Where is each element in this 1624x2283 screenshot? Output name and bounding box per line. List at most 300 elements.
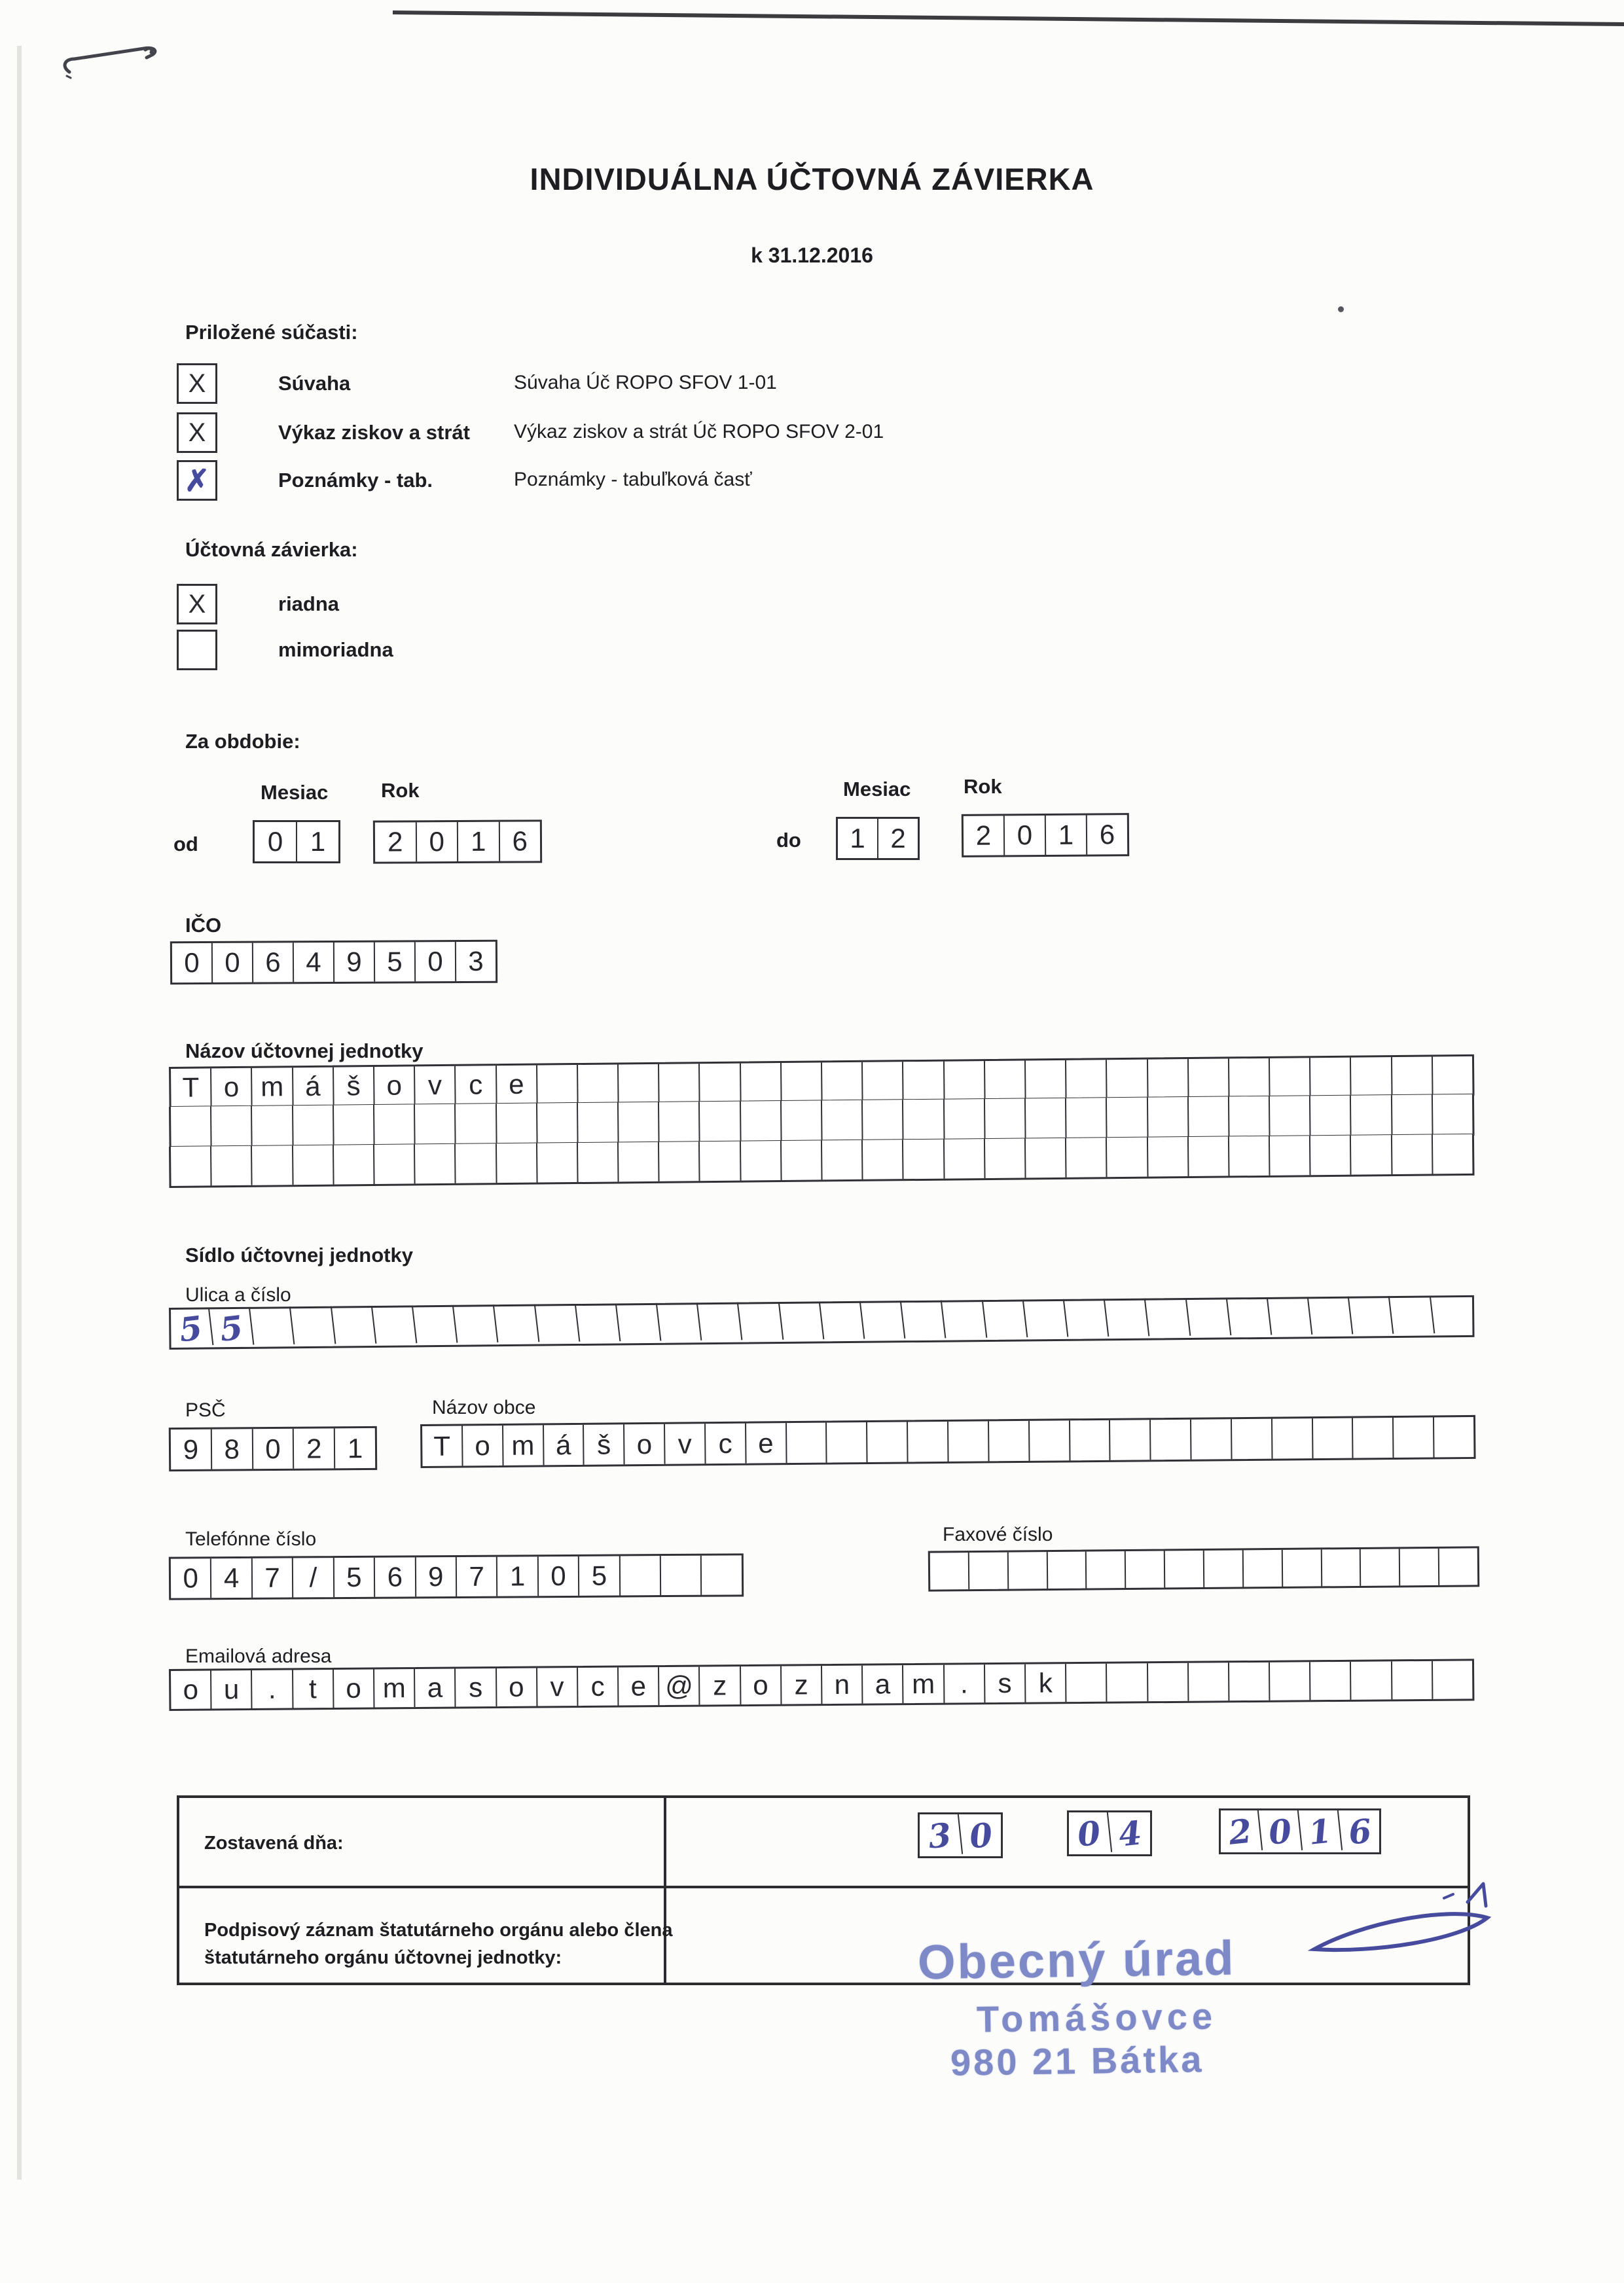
grid-cell	[1351, 1095, 1392, 1135]
grid-cell: 8	[212, 1429, 253, 1469]
grid-cell	[1390, 1295, 1435, 1338]
grid-cell: s	[985, 1664, 1026, 1702]
compiled-day-grid	[918, 1812, 1003, 1858]
grid-cell: 1	[347, 1432, 363, 1464]
grid-cell: 0	[172, 943, 213, 982]
grid-cell	[211, 1106, 253, 1146]
grid-cell	[822, 1140, 863, 1180]
grid-cell	[415, 1144, 456, 1184]
email-label: Emailová adresa	[185, 1645, 332, 1667]
from-month-grid	[253, 820, 340, 863]
grid-cell: 3	[468, 945, 484, 977]
grid-cell: 0	[967, 1814, 994, 1856]
grid-cell: 9	[171, 1429, 212, 1469]
grid-cell	[1229, 1663, 1271, 1700]
grid-cell	[863, 1062, 904, 1100]
grid-cell: 3	[918, 1812, 963, 1858]
grid-cell	[659, 1142, 700, 1181]
grid-cell: 9	[416, 1557, 457, 1596]
grid-cell	[861, 1301, 905, 1343]
grid-cell	[1070, 1420, 1110, 1461]
grid-cell	[1189, 1663, 1230, 1700]
grid-cell: u	[211, 1670, 253, 1708]
grid-cell	[1107, 1663, 1148, 1701]
grid-cell	[1270, 1096, 1311, 1136]
grid-cell	[578, 1064, 619, 1102]
grid-cell: 7	[253, 1558, 294, 1598]
year-label-to: Rok	[964, 775, 1002, 798]
grid-cell	[1064, 1299, 1109, 1341]
grid-cell	[698, 1303, 743, 1345]
grid-cell: m	[503, 1425, 544, 1465]
month-label-to: Mesiac	[843, 778, 911, 800]
grid-cell	[1147, 1663, 1189, 1701]
grid-cell	[1227, 1297, 1272, 1340]
grid-cell	[454, 1304, 498, 1347]
grid-cell	[1308, 1297, 1353, 1339]
grid-cell	[1107, 1098, 1148, 1138]
grid-cell	[661, 1556, 702, 1595]
grid-cell: s	[456, 1668, 497, 1706]
grid-cell	[902, 1301, 947, 1343]
checkbox-poznamky: ✗	[177, 460, 217, 501]
grid-cell	[659, 1064, 700, 1102]
grid-cell	[1272, 1418, 1313, 1459]
grid-cell	[1110, 1420, 1151, 1460]
grid-cell	[1229, 1058, 1271, 1096]
grid-cell	[945, 1099, 986, 1139]
grid-cell	[741, 1101, 782, 1141]
phone-grid	[169, 1553, 744, 1600]
grid-cell: T	[171, 1068, 212, 1106]
attachment-description: Poznámky - tabuľková časť	[514, 469, 752, 490]
street-label: Ulica a číslo	[185, 1284, 291, 1306]
grid-cell: 6	[253, 943, 294, 982]
grid-cell: m	[903, 1665, 945, 1703]
grid-cell	[741, 1141, 782, 1181]
closing-type-heading: Účtovná závierka:	[185, 538, 358, 561]
grid-cell	[1433, 1134, 1473, 1174]
year-label-from: Rok	[381, 779, 420, 802]
grid-cell	[943, 1300, 987, 1342]
town-grid	[420, 1415, 1476, 1468]
compiled-year-grid	[1219, 1808, 1381, 1854]
grid-cell: v	[415, 1066, 456, 1104]
grid-cell: 4	[294, 943, 334, 982]
grid-cell: o	[497, 1668, 538, 1706]
grid-cell	[496, 1143, 537, 1183]
grid-cell	[739, 1302, 784, 1344]
grid-cell: 1	[1299, 1808, 1343, 1854]
grid-cell	[620, 1556, 661, 1595]
grid-cell	[1310, 1662, 1352, 1700]
grid-cell: o	[624, 1424, 665, 1465]
grid-cell	[1433, 1661, 1473, 1699]
grid-cell	[782, 1062, 823, 1100]
entity-name-label: Názov účtovnej jednotky	[185, 1039, 424, 1062]
grid-cell	[1392, 1094, 1434, 1134]
grid-cell	[1229, 1136, 1271, 1176]
grid-cell	[1047, 1552, 1087, 1589]
grid-cell: 2	[964, 816, 1005, 855]
grid-cell	[700, 1142, 741, 1181]
grid-cell: 2	[375, 822, 417, 861]
grid-cell: á	[544, 1425, 585, 1465]
grid-cell	[820, 1301, 865, 1344]
grid-cell	[1313, 1418, 1354, 1459]
grid-cell	[1066, 1664, 1108, 1702]
psc-label: PSČ	[185, 1399, 226, 1421]
grid-cell	[1394, 1417, 1434, 1458]
grid-cell	[1026, 1138, 1067, 1178]
grid-cell: 0	[1067, 1810, 1112, 1856]
grid-cell	[948, 1421, 989, 1462]
grid-cell	[374, 1144, 416, 1184]
grid-cell: v	[665, 1424, 706, 1464]
grid-cell: 1	[310, 826, 326, 857]
grid-cell	[659, 1102, 700, 1142]
grid-cell: c	[706, 1424, 746, 1464]
grid-cell	[782, 1140, 823, 1180]
grid-cell: 7	[457, 1557, 498, 1596]
grid-cell	[334, 1105, 375, 1145]
period-heading: Za obdobie:	[185, 730, 300, 753]
page-subtitle: k 31.12.2016	[751, 243, 873, 267]
grid-cell: 1	[1046, 816, 1087, 855]
attachments-heading: Priložené súčasti:	[185, 321, 358, 344]
grid-cell	[1008, 1552, 1047, 1589]
grid-cell	[1270, 1058, 1311, 1096]
grid-cell	[700, 1064, 741, 1102]
grid-cell	[1229, 1096, 1271, 1136]
grid-cell	[1431, 1295, 1474, 1337]
grid-cell	[334, 1145, 375, 1185]
grid-cell: 9	[334, 943, 375, 982]
grid-cell	[211, 1146, 253, 1186]
grid-cell	[293, 1106, 334, 1145]
grid-cell: 5	[169, 1307, 213, 1350]
grid-cell	[945, 1139, 986, 1179]
grid-cell: v	[537, 1668, 579, 1706]
grid-cell	[1282, 1549, 1322, 1587]
grid-cell	[1146, 1298, 1191, 1340]
attachment-label: Súvaha	[278, 372, 351, 395]
street-grid	[169, 1295, 1475, 1350]
closing-option-label: mimoriadna	[278, 638, 393, 661]
grid-cell	[787, 1423, 827, 1464]
grid-cell: o	[374, 1066, 416, 1104]
grid-cell	[903, 1100, 945, 1140]
grid-cell	[983, 1299, 1028, 1342]
grid-cell	[1322, 1549, 1361, 1587]
checkbox-mimoriadna	[177, 630, 217, 670]
to-label: do	[776, 829, 801, 852]
scan-artifact-dot	[1338, 306, 1344, 312]
grid-cell: 1	[497, 1556, 539, 1596]
grid-cell	[782, 1100, 823, 1140]
fax-label: Faxové číslo	[943, 1524, 1053, 1545]
grid-cell: 0	[1259, 1808, 1303, 1854]
grid-cell	[1187, 1297, 1231, 1340]
grid-cell	[1189, 1058, 1230, 1096]
grid-cell	[945, 1061, 986, 1099]
grid-cell: š	[334, 1067, 375, 1105]
grid-cell	[903, 1062, 945, 1100]
grid-cell: m	[252, 1068, 293, 1106]
grid-cell	[537, 1065, 579, 1103]
grid-cell	[293, 1145, 334, 1185]
grid-cell	[578, 1142, 619, 1182]
grid-cell	[171, 1146, 212, 1186]
grid-cell	[1165, 1551, 1204, 1588]
grid-cell	[619, 1142, 660, 1182]
grid-cell: .	[945, 1664, 986, 1702]
grid-cell	[252, 1145, 293, 1185]
grid-cell: z	[700, 1666, 741, 1704]
grid-cell	[537, 1103, 579, 1143]
grid-cell	[1361, 1549, 1400, 1586]
grid-cell	[1232, 1419, 1272, 1460]
grid-cell	[456, 1143, 497, 1183]
closing-option-label: riadna	[278, 592, 340, 615]
page-title: INDIVIDUÁLNA ÚČTOVNÁ ZÁVIERKA	[530, 162, 1094, 196]
grid-cell	[578, 1102, 619, 1142]
grid-cell	[1189, 1136, 1230, 1176]
grid-cell	[332, 1306, 376, 1348]
grid-cell: 2	[294, 1428, 335, 1468]
grid-cell	[1087, 1551, 1126, 1589]
grid-cell: 6	[512, 825, 528, 857]
grid-cell	[1434, 1417, 1473, 1458]
grid-cell: o	[334, 1670, 375, 1708]
grid-cell: 0	[539, 1556, 580, 1596]
grid-cell	[741, 1063, 782, 1101]
grid-cell: e	[619, 1667, 660, 1705]
grid-cell	[827, 1422, 867, 1463]
grid-cell: 5	[579, 1556, 621, 1595]
grid-cell	[1433, 1056, 1473, 1094]
from-label: od	[173, 833, 198, 855]
grid-cell: 0	[255, 822, 297, 861]
grid-cell	[619, 1102, 660, 1142]
grid-cell	[251, 1306, 295, 1349]
address-heading: Sídlo účtovnej jednotky	[185, 1244, 413, 1267]
ico-grid	[170, 940, 497, 985]
grid-cell	[1439, 1548, 1477, 1585]
grid-cell	[822, 1062, 863, 1100]
grid-cell	[657, 1303, 702, 1345]
grid-cell	[1147, 1059, 1189, 1097]
grid-cell: 0	[171, 1558, 212, 1598]
grid-cell: m	[374, 1669, 416, 1707]
grid-cell	[415, 1104, 456, 1144]
grid-cell: š	[584, 1424, 624, 1465]
grid-cell	[1392, 1056, 1434, 1094]
grid-cell: @	[659, 1667, 700, 1705]
grid-cell	[496, 1104, 537, 1143]
grid-cell: 0	[416, 822, 458, 861]
grid-cell	[985, 1138, 1026, 1178]
grid-cell	[171, 1106, 212, 1146]
grid-cell	[1353, 1418, 1394, 1458]
grid-cell	[1244, 1550, 1283, 1587]
grid-cell: z	[782, 1666, 823, 1704]
grid-cell	[1270, 1136, 1311, 1176]
email-grid	[169, 1659, 1474, 1711]
grid-cell	[1351, 1135, 1392, 1175]
grid-cell	[1433, 1094, 1473, 1134]
grid-cell	[908, 1422, 948, 1462]
grid-cell	[1392, 1661, 1434, 1699]
grid-cell	[863, 1140, 904, 1179]
month-label-from: Mesiac	[261, 781, 329, 804]
signature-mark	[1303, 1872, 1512, 1977]
checkbox-vykaz: X	[177, 412, 217, 453]
grid-cell	[576, 1303, 621, 1346]
checkbox-riadna: X	[177, 584, 217, 624]
grid-cell	[1351, 1661, 1392, 1699]
grid-cell	[985, 1060, 1026, 1098]
stamp-town: Tomášovce	[976, 1995, 1218, 2040]
attachment-description: Výkaz ziskov a strát Úč ROPO SFOV 2-01	[514, 421, 884, 442]
attachment-description: Súvaha Úč ROPO SFOV 1-01	[514, 372, 777, 393]
grid-cell	[863, 1100, 904, 1140]
grid-cell: 6	[1099, 819, 1115, 850]
grid-cell	[1351, 1057, 1392, 1095]
grid-cell	[903, 1140, 945, 1179]
grid-cell: k	[1026, 1664, 1067, 1702]
grid-cell	[1191, 1419, 1232, 1460]
grid-cell: 0	[416, 942, 456, 981]
grid-cell	[1066, 1060, 1108, 1098]
grid-cell	[1107, 1060, 1148, 1098]
grid-cell: 0	[253, 1429, 294, 1469]
grid-cell	[252, 1106, 293, 1145]
grid-cell	[780, 1301, 824, 1344]
grid-cell	[1350, 1296, 1394, 1339]
grid-cell	[1204, 1550, 1244, 1587]
paperclip-mark-icon	[60, 38, 165, 84]
grid-cell	[1268, 1297, 1312, 1339]
stamp-office-name: Obecný úrad	[917, 1930, 1236, 1990]
grid-cell	[372, 1305, 417, 1348]
grid-cell: c	[456, 1066, 497, 1104]
grid-cell	[537, 1143, 579, 1183]
grid-cell: 6	[1346, 1810, 1373, 1852]
grid-cell	[291, 1306, 336, 1349]
checkbox-suvaha: X	[177, 363, 217, 404]
grid-cell	[374, 1104, 416, 1144]
attachment-label: Výkaz ziskov a strát	[278, 421, 470, 444]
grid-cell: 5	[334, 1558, 376, 1597]
grid-cell: /	[293, 1558, 334, 1597]
grid-cell	[989, 1421, 1030, 1462]
grid-cell	[1189, 1096, 1230, 1136]
grid-cell: 5	[375, 942, 416, 981]
grid-cell	[1066, 1138, 1108, 1177]
grid-cell: T	[422, 1426, 463, 1466]
grid-cell	[495, 1304, 539, 1347]
ico-label: IČO	[185, 914, 222, 937]
scan-artifact-left-edge	[17, 46, 22, 2180]
grid-cell	[1126, 1551, 1165, 1589]
grid-cell	[1310, 1136, 1352, 1176]
grid-cell: 2	[890, 823, 906, 854]
grid-cell	[1030, 1420, 1070, 1461]
grid-cell: 5	[209, 1307, 254, 1350]
grid-cell: 1	[838, 819, 878, 858]
grid-cell	[1400, 1549, 1439, 1586]
grid-cell: .	[252, 1670, 293, 1708]
grid-cell	[1026, 1098, 1067, 1138]
grid-cell	[456, 1104, 497, 1143]
to-month-grid	[836, 817, 920, 860]
grid-cell	[413, 1305, 458, 1348]
grid-cell	[535, 1304, 580, 1346]
grid-cell: 0	[213, 943, 253, 982]
scan-artifact-top-edge	[393, 10, 1624, 26]
grid-cell: 2	[1219, 1808, 1263, 1854]
grid-cell	[867, 1422, 908, 1462]
attachment-label: Poznámky - tab.	[278, 469, 433, 492]
grid-cell	[1107, 1138, 1148, 1177]
grid-cell	[617, 1303, 661, 1346]
grid-cell: e	[746, 1423, 787, 1464]
psc-grid	[169, 1426, 377, 1471]
grid-cell	[619, 1064, 660, 1102]
to-year-grid	[962, 813, 1129, 857]
grid-cell	[930, 1553, 969, 1590]
grid-cell: c	[578, 1668, 619, 1706]
from-year-grid	[373, 819, 542, 863]
grid-cell: 6	[375, 1557, 416, 1596]
grid-cell: 1	[458, 822, 500, 861]
grid-cell: 0	[1005, 816, 1046, 855]
grid-cell	[1392, 1134, 1434, 1174]
compiled-date-label: Zostavená dňa:	[204, 1833, 344, 1854]
town-label: Názov obce	[432, 1397, 536, 1418]
grid-cell: e	[497, 1066, 538, 1104]
grid-cell: n	[822, 1666, 863, 1704]
grid-cell	[985, 1098, 1026, 1138]
grid-cell	[1310, 1096, 1352, 1136]
grid-cell	[822, 1100, 863, 1140]
grid-cell	[1147, 1137, 1189, 1177]
signature-label: Podpisový záznam štatutárneho orgánu alebo člena štatutárneho orgánu účtovnej jednotky:	[204, 1920, 673, 1969]
grid-cell	[1105, 1299, 1149, 1341]
grid-cell: t	[293, 1670, 334, 1708]
grid-cell	[702, 1555, 742, 1594]
grid-cell: á	[293, 1068, 334, 1106]
grid-cell: o	[211, 1068, 253, 1106]
grid-cell	[1151, 1420, 1191, 1460]
grid-cell: o	[171, 1670, 212, 1708]
grid-cell	[1026, 1060, 1067, 1098]
grid-cell: a	[415, 1669, 456, 1707]
grid-cell	[700, 1102, 741, 1142]
stamp-postcode: 980 21 Bátka	[950, 2038, 1204, 2083]
grid-cell: a	[863, 1665, 904, 1703]
grid-cell: 4	[211, 1558, 253, 1598]
grid-cell	[1024, 1299, 1068, 1342]
grid-cell: o	[741, 1666, 782, 1704]
grid-cell: 4	[1117, 1812, 1144, 1854]
grid-cell	[1270, 1662, 1311, 1700]
phone-label: Telefónne číslo	[185, 1528, 317, 1550]
grid-cell	[1147, 1097, 1189, 1137]
fax-grid	[928, 1546, 1480, 1591]
grid-cell	[1310, 1058, 1352, 1096]
